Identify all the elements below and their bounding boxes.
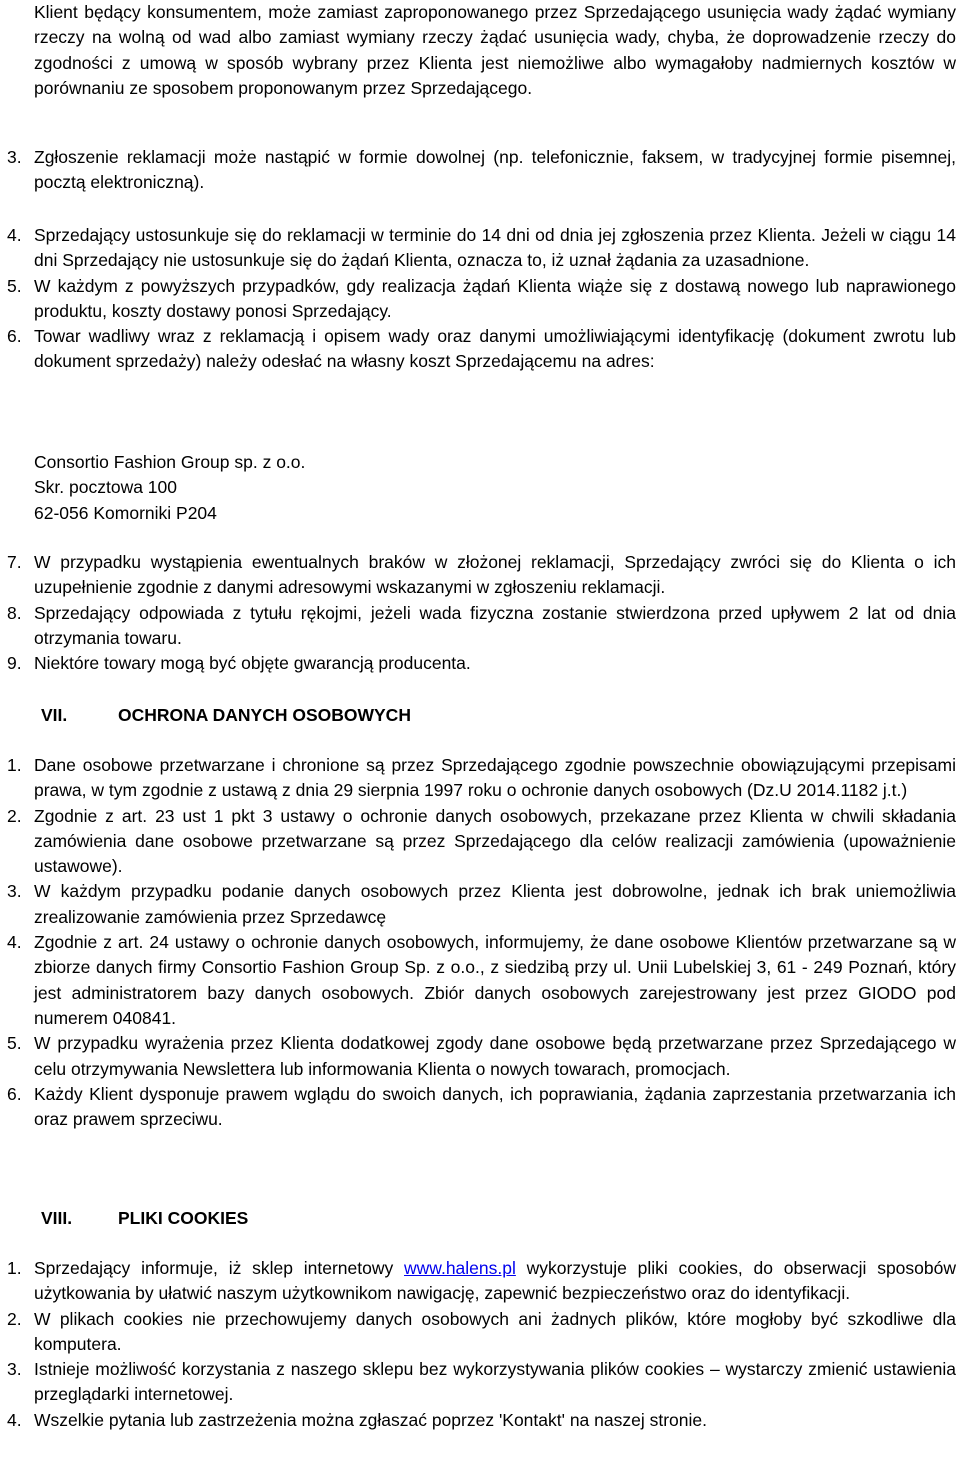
section-number: VII. <box>41 705 68 725</box>
list-item-text: Towar wadliwy wraz z reklamacją i opisem wady oraz danymi umożliwiającymi identyfikację (dokument zwrotu lub dokument sprzedaży) należy odesłać na własny koszt Sprzedającemu na adres: <box>34 326 956 372</box>
complaint-list-a <box>7 145 956 196</box>
list-item-number: 5. <box>7 275 22 296</box>
list-item-number: 3. <box>7 147 22 167</box>
list-item-text: W każdym z powyższych przypadków, gdy realizacja żądań Klienta wiąże się z dostawą nowego lub naprawionego produktu, koszty dostawy ponosi Sprzedający. <box>34 275 956 321</box>
list-item <box>7 1357 956 1408</box>
list-item-number: 2. <box>7 1308 22 1329</box>
list-item <box>7 274 956 325</box>
list-item <box>7 1082 956 1133</box>
list-item-number: 5. <box>7 1033 22 1054</box>
list-item-text: Wszelkie pytania lub zastrzeżenia można zgłaszać poprzez 'Kontakt' na naszej stronie. <box>34 1409 707 1430</box>
list-item-text-after: wykorzystuje pliki cookies, do obserwacji sposobów użytkowania by ułatwić naszym użytkownikom nawigację, zapewnić bezpieczeństwo oraz do identyfikacji. <box>34 1258 956 1304</box>
list-item <box>7 651 956 676</box>
list-item-number: 9. <box>7 653 22 674</box>
list-item <box>7 145 956 196</box>
list-item-number: 1. <box>7 755 22 775</box>
list-item-text: W każdym przypadku podanie danych osobowych przez Klienta jest dobrowolne, jednak ich brak uniemożliwia zrealizowanie zamówienia przez Sprzedawcę <box>34 881 956 927</box>
section-heading-data-protection <box>41 703 411 728</box>
list-item-text: Niektóre towary mogą być objęte gwarancją producenta. <box>34 653 471 674</box>
list-item-number: 3. <box>7 1359 22 1380</box>
list-item-text: W plikach cookies nie przechowujemy danych osobowych ani żadnych plików, które mogłoby być szkodliwe dla komputera. <box>34 1308 956 1354</box>
list-item-number: 4. <box>7 1409 22 1430</box>
address-line-company: Consortio Fashion Group sp. z o.o. <box>34 452 306 472</box>
list-item-text: Zgodnie z art. 23 ust 1 pkt 3 ustawy o ochronie danych osobowych, przekazane przez Klienta w chwili składania zamówienia dane osobowe przetwarzane są przez Sprzedającego dla celów realizacji zamówienia (upoważnienie ustawowe). <box>34 805 956 877</box>
list-item <box>7 601 956 652</box>
list-item-text: Każdy Klient dysponuje prawem wglądu do swoich danych, ich poprawiania, żądania zaprzestania przetwarzania ich oraz prawem sprzeciwu. <box>34 1083 956 1130</box>
list-item <box>7 804 956 880</box>
list-item <box>7 324 956 375</box>
list-item <box>7 879 956 930</box>
data-protection-list <box>7 753 956 1132</box>
return-address <box>34 450 305 526</box>
halens-link[interactable]: www.halens.pl <box>404 1258 516 1278</box>
section-number: VIII. <box>41 1208 73 1228</box>
list-item <box>7 1307 956 1358</box>
section-title: PLIKI COOKIES <box>118 1208 249 1228</box>
list-item-number: 8. <box>7 602 22 623</box>
list-item-text: W przypadku wyrażenia przez Klienta dodatkowej zgody dane osobowe będą przetwarzane przez Sprzedającego w celu otrzymywania Newslettera lub informowania Klienta o nowych towarach, promocjach. <box>34 1033 956 1079</box>
list-item <box>7 930 956 1031</box>
complaint-list-b <box>7 223 956 375</box>
address-line-city: 62-056 Komorniki P204 <box>34 502 217 523</box>
list-item-number: 4. <box>7 932 22 953</box>
address-line-pobox: Skr. pocztowa 100 <box>34 477 177 498</box>
list-item-number: 4. <box>7 225 22 245</box>
list-item <box>7 550 956 601</box>
list-item-text: Istnieje możliwość korzystania z naszego sklepu bez wykorzystywania plików cookies – wystarczy zmienić ustawienia przeglądarki internetowej. <box>34 1359 956 1405</box>
list-item-text: W przypadku wystąpienia ewentualnych braków w złożonej reklamacji, Sprzedający zwróci się do Klienta o ich uzupełnienie zgodnie z danymi adresowymi wskazanymi w zgłoszeniu reklamacji. <box>34 552 956 598</box>
list-item-text: Zgodnie z art. 24 ustawy o ochronie danych osobowych, informujemy, że dane osobowe Klientów przetwarzane są w zbiorze danych firmy Consortio Fashion Group Sp. z o.o., z siedzibą przy ul. Unii Lubelskiej 3, 61 - 249 Poznań, który jest administratorem bazy danych osobowych. Zbiór danych osobowych zarejestrowany jest przez GIODO pod numerem 040841. <box>34 932 956 1028</box>
section-title: OCHRONA DANYCH OSOBOWYCH <box>118 705 411 725</box>
section-heading-cookies <box>41 1206 248 1231</box>
intro-paragraph: Klient będący konsumentem, może zamiast zaproponowanego przez Sprzedającego usunięcia wady żądać wymiany rzeczy na wolną od wad albo zamiast wymiany rzeczy żądać usunięcia wady, chyba, że doprowadzenie rzeczy do zgodności z umową w sposób wybrany przez Klienta jest niemożliwe albo wymagałoby nadmiernych kosztów w porównaniu ze sposobem proponowanym przez Sprzedającego. <box>34 2 956 98</box>
list-item-text: Sprzedający ustosunkuje się do reklamacji w terminie do 14 dni od dnia jej zgłoszenia przez Klienta. Jeżeli w ciągu 14 dni Sprzedający nie ustosunkuje się do żądań Klienta, oznacza to, iż uznał żądania za uzasadnione. <box>34 225 956 271</box>
list-item-text: Dane osobowe przetwarzane i chronione są przez Sprzedającego zgodnie powszechnie obowiązującymi przepisami prawa, w tym zgodnie z ustawą z dnia 29 sierpnia 1997 roku o ochronie danych osobowych (Dz.U 2014.1182 j.t.) <box>34 755 956 801</box>
list-item <box>7 1408 956 1433</box>
list-item-number: 1. <box>7 1258 22 1278</box>
list-item-text-before: Sprzedający informuje, iż sklep internetowy <box>34 1258 405 1278</box>
list-item-number: 6. <box>7 326 22 347</box>
list-item-number: 2. <box>7 805 22 826</box>
list-item <box>7 753 956 804</box>
list-item-number: 7. <box>7 552 22 572</box>
list-item <box>7 223 956 274</box>
list-item-text: Sprzedający odpowiada z tytułu rękojmi, jeżeli wada fizyczna zostanie stwierdzona przed upływem 2 lat od dnia otrzymania towaru. <box>34 602 956 648</box>
list-item-number: 6. <box>7 1083 22 1104</box>
list-item <box>7 1256 956 1307</box>
cookies-list <box>7 1256 956 1433</box>
complaint-list-c <box>7 550 956 676</box>
list-item-number: 3. <box>7 881 22 902</box>
list-item-text: Zgłoszenie reklamacji może nastąpić w formie dowolnej (np. telefonicznie, faksem, w tradycyjnej formie pisemnej, pocztą elektroniczną). <box>34 147 956 193</box>
list-item <box>7 1031 956 1082</box>
